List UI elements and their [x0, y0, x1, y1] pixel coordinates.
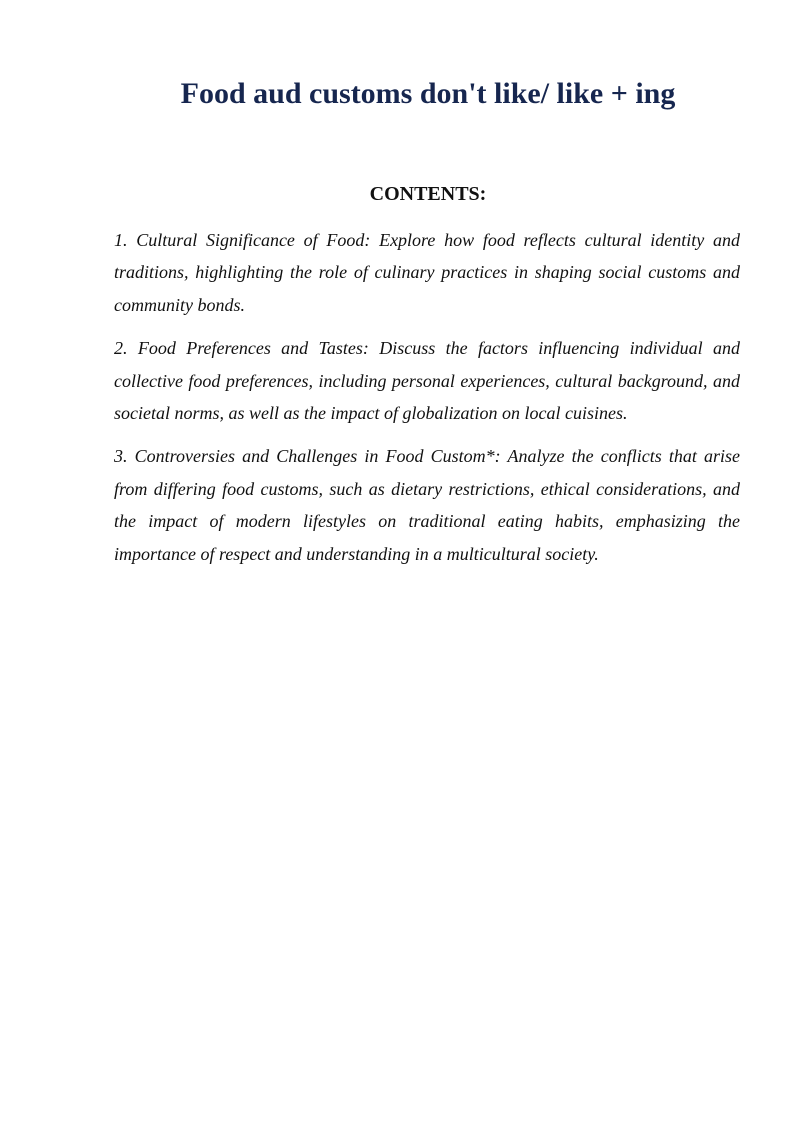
contents-item-3: 3. Controversies and Challenges in Food Custom*: Analyze the conflicts that arise from differing food customs, such as dietary restrictions, ethical considerations, and the impact of modern lifestyles on traditional eating habits, emphasizing the importance of respect and understanding in a multicultural society. [114, 446, 740, 564]
contents-heading: CONTENTS: [369, 183, 487, 205]
contents-list [114, 224, 740, 581]
contents-item-1: 1. Cultural Significance of Food: Explore how food reflects cultural identity and traditions, highlighting the role of culinary practices in shaping social customs and community bonds. [114, 230, 740, 315]
page-title: Food aud customs don't like/ like + ing [180, 77, 676, 110]
contents-item-2: 2. Food Preferences and Tastes: Discuss the factors influencing individual and collective food preferences, including personal experiences, cultural background, and societal norms, as well as the impact of globalization on local cuisines. [114, 338, 740, 424]
